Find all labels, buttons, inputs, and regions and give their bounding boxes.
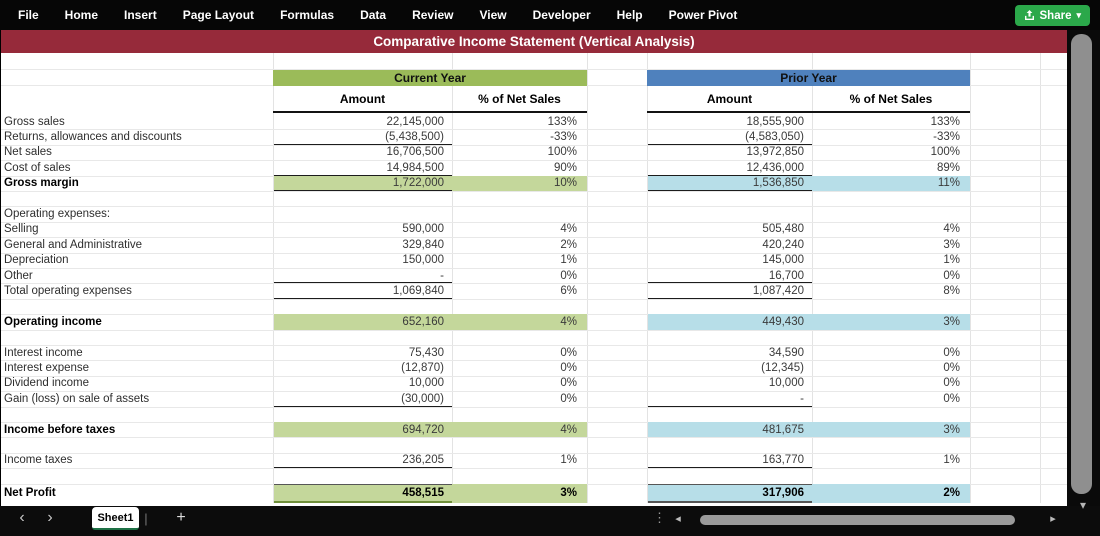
row-label[interactable]: General and Administrative (4, 238, 143, 251)
cell-prior-pct[interactable]: 1% (943, 254, 960, 267)
cell-prior-pct[interactable]: 1% (943, 454, 960, 467)
prior-year-column-headers (647, 86, 970, 113)
cell-current-amount[interactable]: 458,515 (402, 487, 444, 500)
menu-item-formulas[interactable]: Formulas (280, 8, 335, 22)
menu-item-power-pivot[interactable]: Power Pivot (668, 8, 738, 22)
row-label[interactable]: Interest income (4, 346, 83, 359)
cell-current-amount[interactable]: 75,430 (408, 346, 444, 359)
cell-current-amount[interactable]: 10,000 (408, 377, 444, 390)
sheet-row (1, 345, 1067, 360)
cell-prior-amount[interactable]: 1,087,420 (752, 285, 804, 298)
prior-year-header-cell[interactable] (647, 70, 970, 86)
cell-current-amount[interactable]: (5,438,500) (385, 131, 444, 144)
sheet-row (1, 176, 1067, 191)
row-label[interactable]: Returns, allowances and discounts (4, 131, 182, 144)
cell-current-pct[interactable]: 0% (560, 269, 577, 282)
cell-current-amount[interactable]: - (440, 269, 444, 282)
cell-current-pct[interactable]: 6% (560, 285, 577, 298)
row-label[interactable]: Income taxes (4, 454, 73, 467)
sheet-tab-bar (0, 506, 1100, 536)
sheet-row (1, 360, 1067, 375)
sheet-row (1, 484, 1067, 504)
cell-prior-amount[interactable]: (12,345) (761, 362, 804, 375)
ribbon-menu-bar (0, 0, 1100, 30)
total-top-border (648, 484, 812, 485)
cell-prior-pct[interactable]: -33% (933, 131, 960, 144)
cell-current-amount[interactable]: 150,000 (402, 254, 444, 267)
row-label[interactable]: Gross sales (4, 115, 65, 128)
sheet-row (1, 129, 1067, 144)
row-label[interactable]: Income before taxes (4, 423, 116, 436)
row-label[interactable]: Operating income (4, 315, 102, 328)
row-label[interactable]: Dividend income (4, 377, 90, 390)
cell-prior-amount[interactable]: 18,555,900 (746, 115, 804, 128)
menu-item-page-layout[interactable]: Page Layout (182, 8, 255, 22)
cell-current-pct[interactable]: 2% (560, 238, 577, 251)
cell-prior-amount[interactable]: 1,536,850 (752, 177, 804, 190)
sheet-row (1, 268, 1067, 283)
sheet-row (1, 314, 1067, 329)
cell-prior-amount[interactable]: 481,675 (762, 423, 804, 436)
cell-current-pct[interactable]: 3% (560, 487, 577, 500)
cell-current-pct[interactable]: 133% (547, 115, 577, 128)
row-label[interactable]: Total operating expenses (4, 285, 132, 298)
cell-prior-amount[interactable]: 16,700 (768, 269, 804, 282)
cell-current-pct[interactable]: 1% (560, 454, 577, 467)
sheet-row-blank (1, 191, 1067, 206)
menu-item-data[interactable]: Data (360, 8, 387, 22)
spreadsheet-grid[interactable] (1, 53, 1067, 506)
sheet-row (1, 283, 1067, 298)
row-label[interactable]: Other (4, 269, 33, 282)
scroll-down-arrow-icon[interactable]: ▾ (1079, 498, 1087, 512)
cell-prior-pct[interactable]: 0% (943, 362, 960, 375)
row-label[interactable]: Net Profit (4, 487, 56, 500)
scrollbar-resize-handle[interactable]: ⋮ (653, 510, 665, 525)
cell-current-pct[interactable]: 0% (560, 377, 577, 390)
cell-prior-pct[interactable]: 3% (943, 423, 960, 436)
cell-prior-amount[interactable]: 449,430 (762, 315, 804, 328)
cell-current-amount[interactable]: 652,160 (402, 315, 444, 328)
row-label[interactable]: Operating expenses: (4, 208, 111, 221)
cell-prior-pct[interactable]: 0% (943, 269, 960, 282)
cell-prior-pct[interactable]: 4% (943, 223, 960, 236)
scroll-right-arrow-icon[interactable]: ▸ (1050, 512, 1056, 525)
total-bottom-border (648, 501, 812, 503)
row-label[interactable]: Cost of sales (4, 161, 71, 174)
sheet-row (1, 422, 1067, 437)
sheet-row (1, 376, 1067, 391)
current-year-header-cell[interactable] (273, 70, 587, 86)
cell-prior-amount[interactable]: 10,000 (768, 377, 804, 390)
worksheet-title-banner (1, 30, 1067, 53)
cell-prior-amount[interactable]: 12,436,000 (746, 161, 804, 174)
sheet-tab-label: Sheet1 (97, 511, 134, 524)
current-year-column-headers (273, 86, 587, 113)
chevron-down-icon: ▾ (1076, 10, 1081, 20)
sheet-row-blank (1, 468, 1067, 483)
current-year-label: Current Year (394, 71, 466, 85)
cell-current-amount[interactable]: 329,840 (402, 238, 444, 251)
share-button-label: Share (1039, 9, 1072, 22)
total-top-border (274, 484, 452, 485)
sheet-row (1, 391, 1067, 406)
cell-prior-amount[interactable]: 145,000 (762, 254, 804, 267)
cell-prior-pct[interactable]: 11% (937, 177, 960, 190)
cell-current-pct[interactable]: 90% (553, 161, 577, 174)
cell-current-amount[interactable]: (12,870) (401, 362, 444, 375)
sheet-row (1, 114, 1067, 129)
total-bottom-border (274, 501, 452, 503)
cell-prior-pct[interactable]: 0% (943, 392, 960, 405)
sheet-tab-active[interactable] (92, 507, 139, 530)
cell-current-pct[interactable]: 0% (560, 362, 577, 375)
row-label[interactable]: Net sales (4, 146, 52, 159)
cell-current-pct[interactable]: 0% (560, 392, 577, 405)
cell-prior-pct[interactable]: 0% (943, 377, 960, 390)
row-label[interactable]: Gross margin (4, 177, 79, 190)
sheet-row (1, 160, 1067, 175)
cell-prior-pct[interactable]: 100% (930, 146, 960, 159)
cell-prior-pct[interactable]: 3% (943, 238, 960, 251)
cell-current-pct[interactable]: 4% (560, 223, 577, 236)
share-icon (1024, 10, 1035, 21)
cell-prior-amount[interactable]: - (800, 392, 804, 405)
previous-sheet-button[interactable]: ‹ (19, 509, 25, 526)
cell-prior-pct[interactable]: 2% (943, 487, 960, 500)
cell-current-pct[interactable]: 0% (560, 346, 577, 359)
sheet-row-blank (1, 407, 1067, 422)
row-label[interactable]: Selling (4, 223, 39, 236)
sheet-row (1, 237, 1067, 252)
cell-current-amount[interactable]: 22,145,000 (386, 115, 444, 128)
cell-current-amount[interactable]: 694,720 (402, 423, 444, 436)
menu-item-file[interactable]: File (18, 8, 39, 22)
cell-current-amount[interactable]: (30,000) (401, 392, 444, 405)
cell-current-amount[interactable]: 1,069,840 (392, 285, 444, 298)
next-sheet-button[interactable]: › (47, 509, 53, 526)
cell-current-pct[interactable]: 100% (547, 146, 577, 159)
row-label[interactable]: Depreciation (4, 254, 69, 267)
cell-prior-pct[interactable]: 89% (936, 161, 960, 174)
cell-prior-amount[interactable]: (4,583,050) (745, 131, 804, 144)
row-label[interactable]: Gain (loss) on sale of assets (4, 392, 150, 405)
cell-current-amount[interactable]: 1,722,000 (392, 177, 444, 190)
sheet-row-blank (1, 299, 1067, 314)
share-button[interactable] (1015, 5, 1091, 26)
cell-current-pct[interactable]: 4% (560, 423, 577, 436)
menu-item-home[interactable]: Home (64, 8, 99, 22)
cell-current-pct[interactable]: -33% (550, 131, 577, 144)
add-sheet-button[interactable]: + (176, 509, 186, 526)
row-label[interactable]: Interest expense (4, 362, 90, 375)
cell-prior-amount[interactable]: 34,590 (768, 346, 804, 359)
cell-prior-amount[interactable]: 420,240 (762, 238, 804, 251)
sheet-row (1, 253, 1067, 268)
sheet-row (1, 206, 1067, 221)
pct-of-net-sales-column-header[interactable]: % of Net Sales (478, 91, 561, 106)
cell-current-amount[interactable]: 590,000 (402, 223, 444, 236)
horizontal-scrollbar-thumb[interactable] (700, 515, 1015, 525)
cell-current-pct[interactable]: 10% (553, 177, 577, 190)
cell-current-pct[interactable]: 1% (560, 254, 577, 267)
menu-item-view[interactable]: View (479, 8, 507, 22)
sheet-row (1, 453, 1067, 468)
scroll-left-arrow-icon[interactable]: ◂ (675, 512, 681, 525)
amount-column-header[interactable]: Amount (339, 91, 386, 106)
cell-prior-pct[interactable]: 8% (943, 285, 960, 298)
cell-prior-amount[interactable]: 163,770 (762, 454, 804, 467)
cell-current-amount[interactable]: 16,706,500 (386, 146, 444, 159)
cell-prior-amount[interactable]: 317,906 (762, 487, 804, 500)
pct-of-net-sales-column-header[interactable]: % of Net Sales (849, 91, 933, 106)
menu-item-insert[interactable]: Insert (124, 8, 157, 22)
vertical-scrollbar-thumb[interactable] (1071, 34, 1092, 494)
prior-year-label: Prior Year (780, 71, 837, 85)
cell-current-pct[interactable]: 4% (560, 315, 577, 328)
cell-current-amount[interactable]: 236,205 (402, 454, 444, 467)
menu-item-review[interactable]: Review (412, 8, 454, 22)
cell-prior-amount[interactable]: 505,480 (762, 223, 804, 236)
sheet-row-blank (1, 330, 1067, 345)
menu-item-help[interactable]: Help (616, 8, 643, 22)
page-title: Comparative Income Statement (Vertical Analysis) (373, 34, 695, 49)
cell-prior-pct[interactable]: 133% (930, 115, 960, 128)
cell-prior-amount[interactable]: 13,972,850 (746, 146, 804, 159)
cell-prior-pct[interactable]: 3% (943, 315, 960, 328)
tab-separator: | (144, 510, 148, 526)
sheet-row (1, 145, 1067, 160)
sheet-row-blank (1, 437, 1067, 452)
sheet-row (1, 222, 1067, 237)
vertical-scrollbar[interactable] (1067, 30, 1100, 506)
cell-current-amount[interactable]: 14,984,500 (386, 161, 444, 174)
cell-prior-pct[interactable]: 0% (943, 346, 960, 359)
menu-item-developer[interactable]: Developer (532, 8, 591, 22)
amount-column-header[interactable]: Amount (706, 91, 753, 106)
